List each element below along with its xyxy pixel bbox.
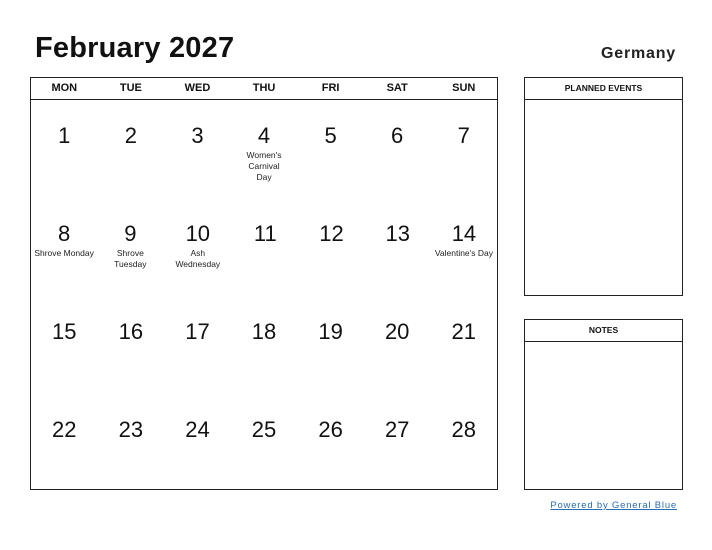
day-cell [231, 296, 298, 394]
day-cell [297, 394, 364, 492]
day-cell [98, 394, 165, 492]
week-row [31, 100, 497, 198]
day-number: 3 [191, 123, 204, 148]
day-number: 15 [52, 319, 77, 344]
day-number: 28 [451, 417, 476, 442]
country-label: Germany [601, 45, 676, 62]
day-number: 12 [319, 221, 344, 246]
day-number: 8 [57, 221, 71, 246]
day-cell [297, 296, 364, 394]
day-cell [164, 100, 231, 198]
notes-heading: NOTES [525, 320, 682, 342]
calendar-weeks [31, 100, 497, 489]
day-cell [430, 100, 497, 198]
day-number: 22 [52, 417, 77, 442]
day-cell [163, 198, 232, 296]
calendar-title: February 2027 [35, 32, 235, 64]
day-cell [97, 198, 163, 296]
day-number: 24 [185, 417, 210, 442]
day-number: 25 [251, 417, 277, 442]
day-number: 7 [457, 123, 470, 148]
planned-events-heading: PLANNED EVENTS [525, 78, 682, 100]
week-row [31, 394, 497, 492]
day-number: 2 [124, 123, 137, 148]
week-row [31, 296, 497, 394]
day-cell [98, 100, 165, 198]
day-cell [98, 296, 165, 394]
day-cell [164, 296, 231, 394]
day-number: 26 [318, 417, 343, 442]
holiday-label: Shrove Tuesday [114, 248, 147, 269]
weekday-header-row [31, 78, 497, 100]
day-number: 13 [385, 221, 410, 246]
weekday-header: WED [184, 82, 211, 94]
day-cell [31, 198, 97, 296]
day-number: 5 [324, 123, 337, 148]
day-number: 21 [451, 319, 476, 344]
day-cell [298, 198, 364, 296]
powered-by-link[interactable]: Powered by General Blue [550, 500, 677, 511]
day-cell [31, 100, 98, 198]
holiday-label: Shrove Monday [34, 248, 94, 258]
day-number: 4 [257, 123, 271, 148]
day-number: 18 [251, 319, 277, 344]
day-number: 27 [384, 417, 410, 442]
weekday-header: SUN [452, 82, 476, 94]
day-number: 14 [451, 221, 477, 246]
planned-events-box [524, 77, 683, 296]
weekday-header: THU [252, 82, 276, 94]
calendar-grid [30, 77, 498, 490]
weekday-header: SAT [386, 82, 408, 94]
notes-box [524, 319, 683, 490]
day-number: 19 [318, 319, 343, 344]
day-cell [365, 198, 431, 296]
day-number: 1 [58, 123, 71, 148]
day-cell [31, 296, 98, 394]
day-cell [364, 100, 431, 198]
day-cell [231, 100, 298, 198]
holiday-label: Valentine's Day [434, 248, 494, 258]
day-number: 17 [185, 319, 210, 344]
day-number: 6 [391, 123, 404, 148]
weekday-header: MON [51, 82, 78, 94]
day-cell [232, 198, 298, 296]
day-cell [430, 296, 497, 394]
day-number: 10 [185, 221, 211, 246]
holiday-label: Ash Wednesday [175, 248, 221, 269]
holiday-label: Women's Carnival Day [246, 150, 282, 182]
weekday-header: TUE [119, 82, 142, 94]
day-number: 16 [118, 319, 144, 344]
day-cell [231, 394, 298, 492]
week-row [31, 198, 497, 296]
day-cell [430, 394, 497, 492]
day-number: 23 [118, 417, 144, 442]
day-cell [31, 394, 98, 492]
day-cell [297, 100, 364, 198]
day-number: 9 [124, 221, 137, 246]
weekday-header: FRI [321, 82, 340, 94]
day-number: 20 [384, 319, 410, 344]
day-cell [364, 394, 431, 492]
day-number: 11 [253, 221, 277, 246]
day-cell [431, 198, 497, 296]
day-cell [364, 296, 431, 394]
day-cell [164, 394, 231, 492]
